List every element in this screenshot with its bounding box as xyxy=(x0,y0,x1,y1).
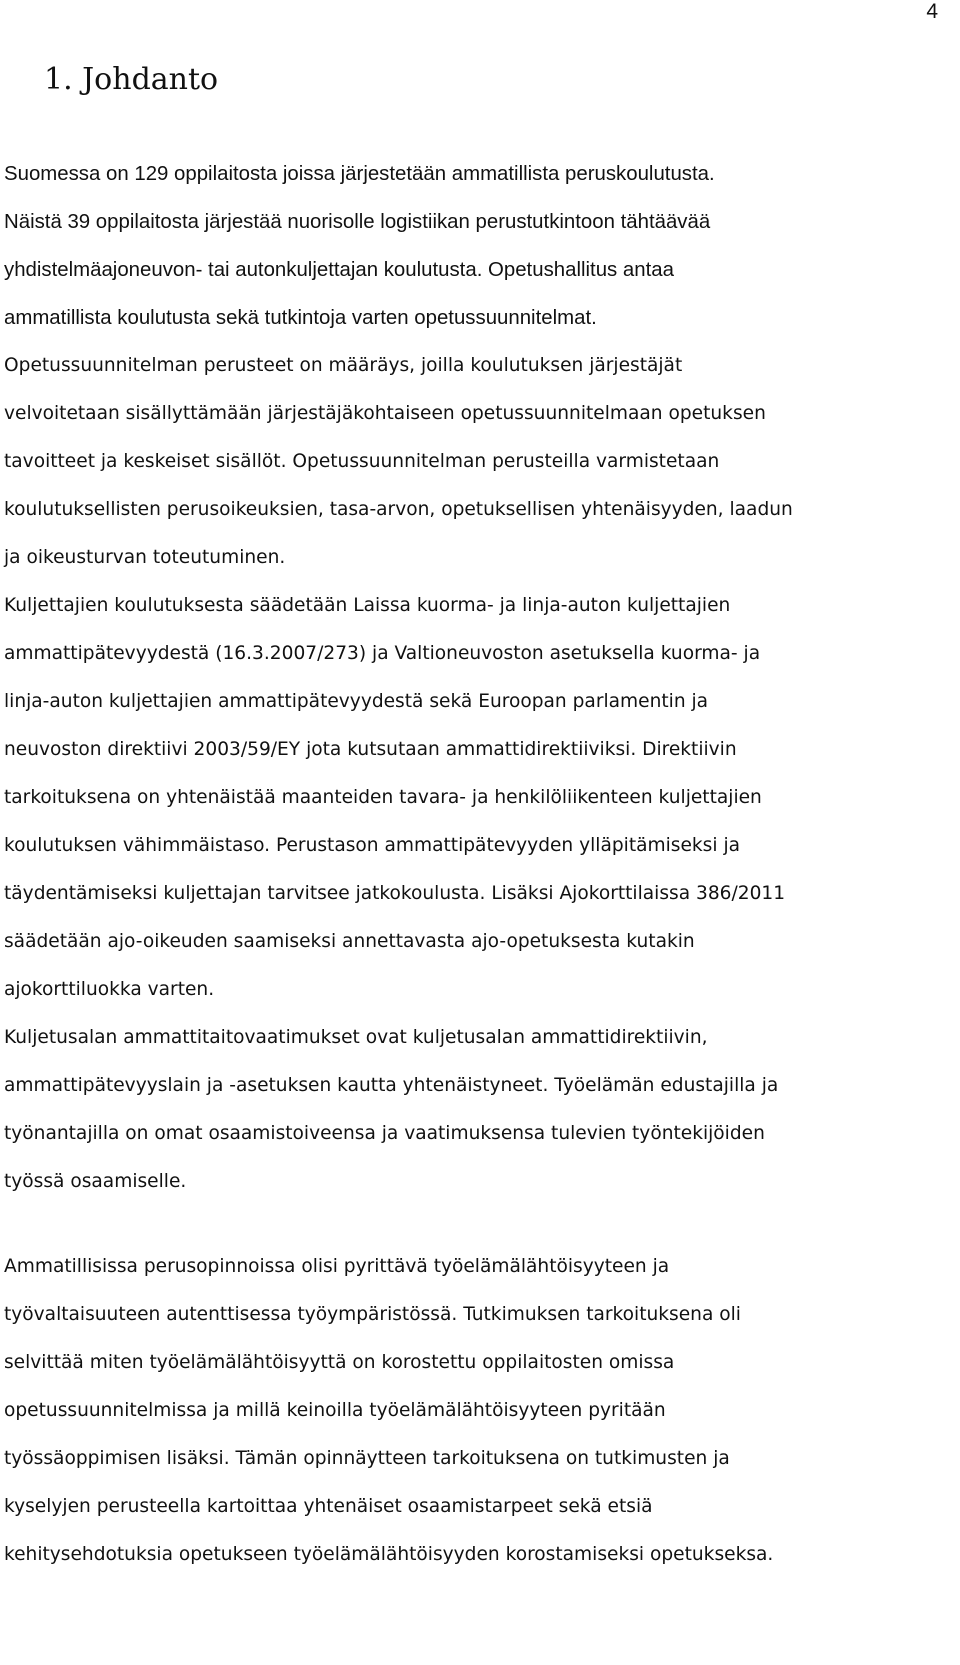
page-number: 4 xyxy=(926,0,938,23)
text-line: täydentämiseksi kuljettajan tarvitsee jatkokoulusta. Lisäksi Ajokorttilaissa 386/2011 xyxy=(4,883,786,904)
text-line: Kuljetusalan ammattitaitovaatimukset ovat kuljetusalan ammattidirektiivin, xyxy=(4,1027,708,1048)
text-line: työssä osaamiselle. xyxy=(4,1171,187,1192)
text-line: työssäoppimisen lisäksi. Tämän opinnäytteen tarkoituksena on tutkimusten ja xyxy=(4,1448,730,1469)
text-line: selvittää miten työelämälähtöisyyttä on korostettu oppilaitosten omissa xyxy=(4,1352,675,1373)
text-line: yhdistelmäajoneuvon- tai autonkuljettajan koulutusta. Opetushallitus antaa xyxy=(4,259,674,281)
text-line: kyselyjen perusteella kartoittaa yhtenäiset osaamistarpeet sekä etsiä xyxy=(4,1496,653,1517)
text-line: työnantajilla on omat osaamistoiveensa ja vaatimuksensa tulevien työntekijöiden xyxy=(4,1123,765,1144)
text-line: työvaltaisuuteen autenttisessa työympäristössä. Tutkimuksen tarkoituksena oli xyxy=(4,1304,741,1325)
text-line: tarkoituksena on yhtenäistää maanteiden tavara- ja henkilöliikenteen kuljettajien xyxy=(4,787,762,808)
text-line: ammatillista koulutusta sekä tutkintoja varten opetussuunnitelmat. xyxy=(4,307,597,329)
text-line: Suomessa on 129 oppilaitosta joissa järjestetään ammatillista peruskoulutusta. xyxy=(4,163,715,185)
text-line: tavoitteet ja keskeiset sisällöt. Opetussuunnitelman perusteilla varmistetaan xyxy=(4,451,720,472)
text-line: Ammatillisissa perusopinnoissa olisi pyrittävä työelämälähtöisyyteen ja xyxy=(4,1256,670,1277)
text-line: neuvoston direktiivi 2003/59/EY jota kutsutaan ammattidirektiiviksi. Direktiivin xyxy=(4,739,737,760)
text-line: Opetussuunnitelman perusteet on määräys, joilla koulutuksen järjestäjät xyxy=(4,355,683,376)
text-line: linja-auton kuljettajien ammattipätevyydestä sekä Euroopan parlamentin ja xyxy=(4,691,709,712)
text-line: koulutuksellisten perusoikeuksien, tasa-arvon, opetuksellisen yhtenäisyyden, laadun xyxy=(4,499,793,520)
text-line: ammattipätevyyslain ja -asetuksen kautta yhtenäistyneet. Työelämän edustajilla ja xyxy=(4,1075,779,1096)
curriculum-paragraph xyxy=(4,342,954,1206)
text-line: ja oikeusturvan toteutuminen. xyxy=(4,547,286,568)
text-line: säädetään ajo-oikeuden saamiseksi annettavasta ajo-opetuksesta kutakin xyxy=(4,931,695,952)
section-heading: 1. Johdanto xyxy=(44,62,219,97)
text-line: koulutuksen vähimmäistaso. Perustason ammattipätevyyden ylläpitämiseksi ja xyxy=(4,835,741,856)
text-line: ajokorttiluokka varten. xyxy=(4,979,215,1000)
intro-paragraph xyxy=(4,150,954,342)
text-line: opetussuunnitelmissa ja millä keinoilla työelämälähtöisyyteen pyritään xyxy=(4,1400,666,1421)
text-line: ammattipätevyydestä (16.3.2007/273) ja Valtioneuvoston asetuksella kuorma- ja xyxy=(4,643,761,664)
text-line: Kuljettajien koulutuksesta säädetään Laissa kuorma- ja linja-auton kuljettajien xyxy=(4,595,731,616)
text-line: Näistä 39 oppilaitosta järjestää nuorisolle logistiikan perustutkintoon tähtäävää xyxy=(4,211,711,233)
text-line: velvoitetaan sisällyttämään järjestäjäkohtaiseen opetussuunnitelmaan opetuksen xyxy=(4,403,766,424)
purpose-paragraph xyxy=(4,1243,954,1579)
text-line: kehitysehdotuksia opetukseen työelämälähtöisyyden korostamiseksi opetukseksa. xyxy=(4,1544,774,1565)
